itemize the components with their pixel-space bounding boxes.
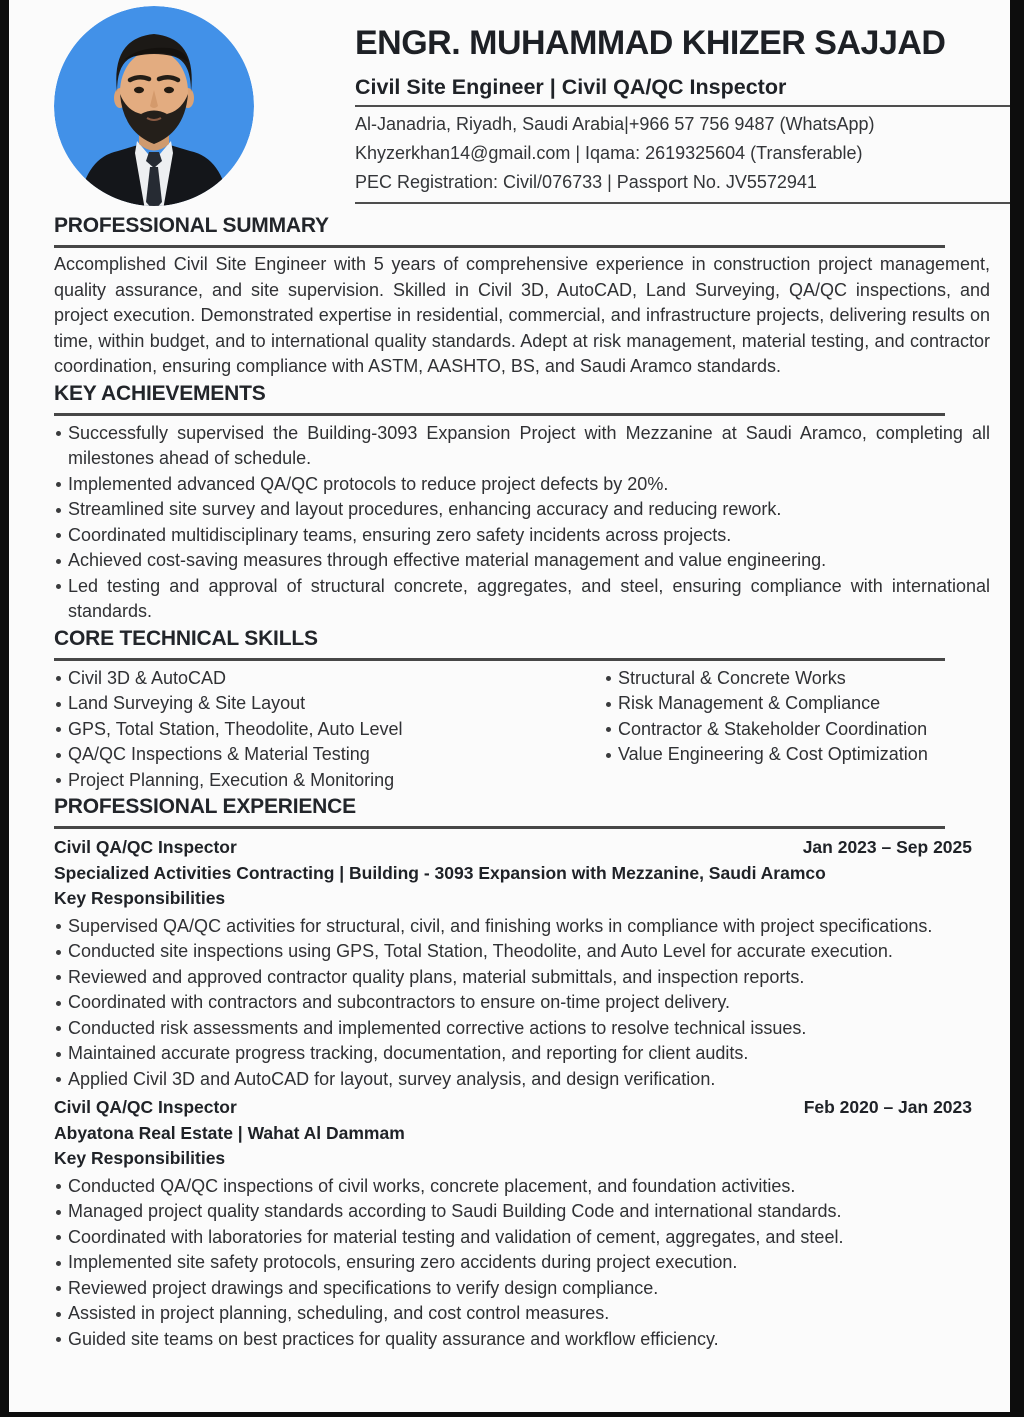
job-dates: Jan 2023 – Sep 2025	[802, 837, 972, 857]
experience-section	[54, 795, 990, 1352]
job-entry-2	[54, 1095, 990, 1352]
achievement-item: Implemented advanced QA/QC protocols to reduce project defects by 20%.	[54, 472, 990, 498]
skills-section	[54, 627, 990, 794]
skill-item: Contractor & Stakeholder Coordination	[604, 717, 990, 743]
header-divider-bottom	[355, 202, 1010, 204]
scan-edge-left	[0, 0, 9, 1417]
contact-line-email-iqama: Khyzerkhan14@gmail.com | Iqama: 2619325604 (Transferable)	[355, 143, 863, 163]
skill-item: Risk Management & Compliance	[604, 691, 990, 717]
responsibility-item: Reviewed project drawings and specifications to verify design compliance.	[54, 1276, 990, 1302]
job-header-row	[54, 1095, 990, 1121]
responsibility-item: Applied Civil 3D and AutoCAD for layout, survey analysis, and design verification.	[54, 1067, 990, 1093]
skill-item: QA/QC Inspections & Material Testing	[54, 742, 604, 768]
section-heading-skills: CORE TECHNICAL SKILLS	[54, 627, 945, 661]
skill-item: Civil 3D & AutoCAD	[54, 666, 604, 692]
responsibility-item: Supervised QA/QC activities for structural, civil, and finishing works in compliance with project specifications.	[54, 914, 990, 940]
summary-section	[54, 214, 990, 380]
skills-list-left	[54, 666, 604, 794]
responsibility-item: Conducted risk assessments and implemented corrective actions to resolve technical issues.	[54, 1016, 990, 1042]
resume-header	[54, 0, 990, 212]
responsibility-item: Assisted in project planning, scheduling, and cost control measures.	[54, 1301, 990, 1327]
section-heading-summary: PROFESSIONAL SUMMARY	[54, 214, 945, 248]
responsibility-item: Conducted site inspections using GPS, Total Station, Theodolite, and Auto Level for accurate execution.	[54, 939, 990, 965]
responsibilities-list	[54, 1174, 990, 1353]
contact-line-location-phone: Al-Janadria, Riyadh, Saudi Arabia|+966 57 756 9487 (WhatsApp)	[355, 114, 875, 134]
job-dates: Feb 2020 – Jan 2023	[803, 1097, 972, 1117]
section-heading-achievements: KEY ACHIEVEMENTS	[54, 382, 945, 416]
responsibility-item: Reviewed and approved contractor quality plans, material submittals, and inspection reports.	[54, 965, 990, 991]
skill-item: Value Engineering & Cost Optimization	[604, 742, 990, 768]
scan-edge-right	[1010, 0, 1024, 1417]
skill-item: Project Planning, Execution & Monitoring	[54, 768, 604, 794]
achievement-item: Coordinated multidisciplinary teams, ensuring zero safety incidents across projects.	[54, 523, 990, 549]
achievements-list	[54, 421, 990, 625]
job-company: Specialized Activities Contracting | Building - 3093 Expansion with Mezzanine, Saudi Aramco	[54, 862, 826, 883]
profile-photo	[54, 6, 254, 206]
skill-item: Land Surveying & Site Layout	[54, 691, 604, 717]
responsibility-item: Managed project quality standards according to Saudi Building Code and international standards.	[54, 1199, 990, 1225]
job-company: Abyatona Real Estate | Wahat Al Dammam	[54, 1122, 405, 1143]
responsibilities-label: Key Responsibilities	[54, 888, 226, 908]
scan-edge-bottom	[0, 1412, 1024, 1417]
responsibility-item: Coordinated with laboratories for material testing and validation of cement, aggregates, and steel.	[54, 1225, 990, 1251]
responsibility-item: Coordinated with contractors and subcontractors to ensure on-time project delivery.	[54, 990, 990, 1016]
header-divider-top	[355, 105, 1010, 107]
achievement-item: Led testing and approval of structural concrete, aggregates, and steel, ensuring compliance with international standards.	[54, 574, 990, 625]
responsibility-item: Conducted QA/QC inspections of civil works, concrete placement, and foundation activities.	[54, 1174, 990, 1200]
responsibilities-list	[54, 914, 990, 1093]
contact-block	[355, 110, 1010, 197]
job-entry-1	[54, 835, 990, 1092]
job-title: Civil QA/QC Inspector	[54, 837, 237, 857]
responsibility-item: Maintained accurate progress tracking, documentation, and reporting for client audits.	[54, 1041, 990, 1067]
candidate-title: Civil Site Engineer | Civil QA/QC Inspector	[355, 75, 787, 99]
skill-item: Structural & Concrete Works	[604, 666, 990, 692]
candidate-name: ENGR. MUHAMMAD KHIZER SAJJAD	[355, 24, 946, 62]
skills-list-right	[604, 666, 990, 794]
achievements-section	[54, 382, 990, 625]
skills-columns	[54, 661, 990, 794]
skill-item: GPS, Total Station, Theodolite, Auto Level	[54, 717, 604, 743]
responsibility-item: Guided site teams on best practices for quality assurance and workflow efficiency.	[54, 1327, 990, 1353]
responsibility-item: Implemented site safety protocols, ensuring zero accidents during project execution.	[54, 1250, 990, 1276]
resume-content	[54, 0, 990, 1352]
job-title: Civil QA/QC Inspector	[54, 1097, 237, 1117]
summary-text: Accomplished Civil Site Engineer with 5 years of comprehensive experience in construction project management, quality assurance, and site supervision. Skilled in Civil 3D, AutoCAD, Land Surveying, QA/QC inspections, and project execution. Demonstrated expertise in residential, commercial, and infrastructure projects, delivering results on time, within budget, and to international quality standards. Adept at risk management, material testing, and contractor coordination, ensuring compliance with ASTM, AASHTO, BS, and Saudi Aramco standards.	[54, 254, 990, 376]
achievement-item: Streamlined site survey and layout procedures, enhancing accuracy and reducing rework.	[54, 497, 990, 523]
achievement-item: Successfully supervised the Building-3093 Expansion Project with Mezzanine at Saudi Aramco, completing all milestones ahead of schedule.	[54, 421, 990, 472]
contact-line-pec-passport: PEC Registration: Civil/076733 | Passport No. JV5572941	[355, 172, 817, 192]
profile-photo-illustration	[54, 6, 254, 206]
header-text-block	[355, 0, 1010, 207]
job-header-row	[54, 835, 990, 861]
section-heading-experience: PROFESSIONAL EXPERIENCE	[54, 795, 945, 829]
achievement-item: Achieved cost-saving measures through effective material management and value engineering.	[54, 548, 990, 574]
responsibilities-label: Key Responsibilities	[54, 1148, 226, 1168]
